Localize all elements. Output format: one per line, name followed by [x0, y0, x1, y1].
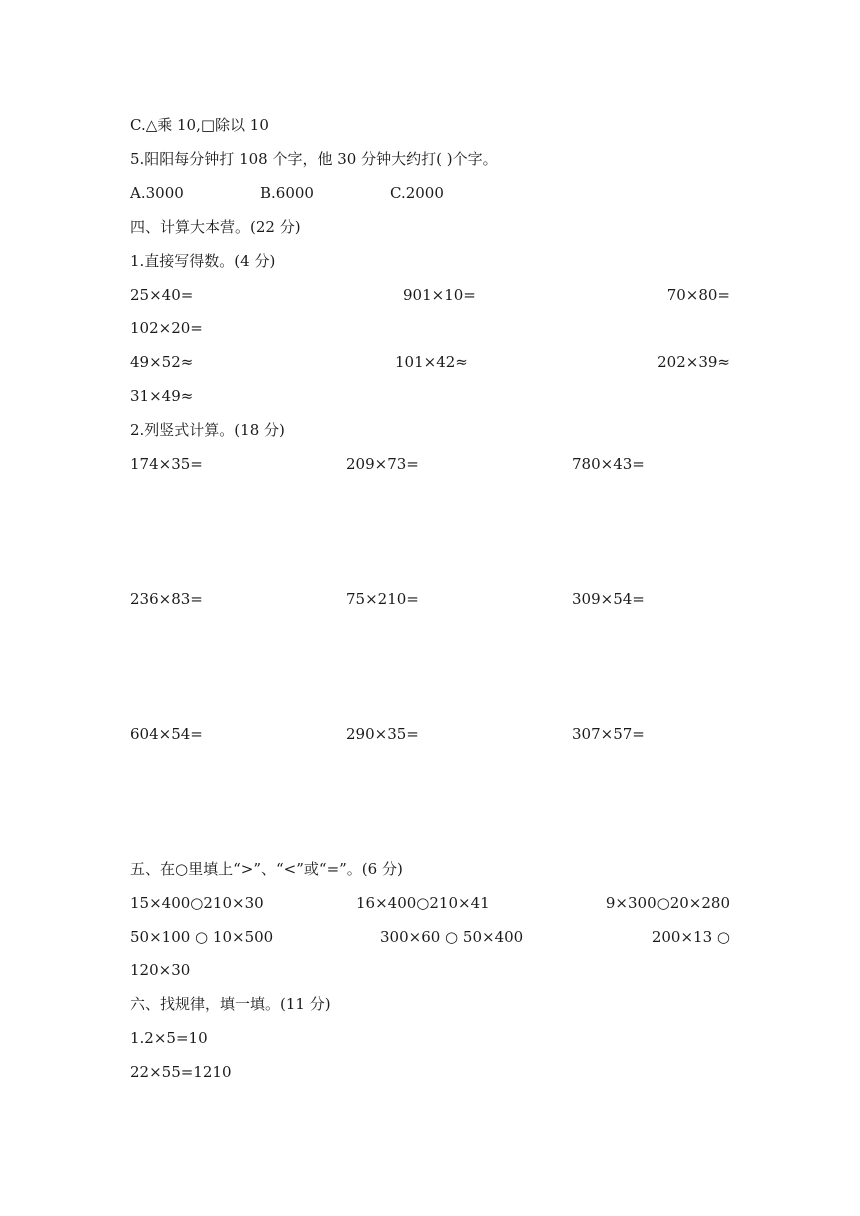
compare-item: 300×60 ○ 50×400: [380, 928, 524, 946]
section4-title: 四、计算大本营。(22 分): [130, 218, 301, 236]
estimate-item: 31×49≈: [130, 387, 194, 405]
section4-part2-title: 2.列竖式计算。(18 分): [130, 421, 285, 439]
q4-option-c: C.△乘 10,□除以 10: [130, 116, 269, 134]
oral-calc-item: 70×80=: [666, 286, 730, 304]
vertical-calc-item: 209×73=: [346, 455, 419, 473]
q5-option-b: B.6000: [260, 184, 314, 202]
q5-option-a: A.3000: [130, 184, 184, 202]
section4-part1-title: 1.直接写得数。(4 分): [130, 252, 276, 270]
compare-item: 15×400○210×30: [130, 894, 264, 912]
vertical-calc-item: 307×57=: [572, 725, 645, 743]
pattern-line: 22×55=1210: [130, 1063, 232, 1081]
q5-option-c: C.2000: [390, 184, 444, 202]
estimate-item: 202×39≈: [657, 353, 730, 371]
pattern-line: 1.2×5=10: [130, 1029, 208, 1047]
vertical-calc-item: 309×54=: [572, 590, 645, 608]
oral-calc-item: 901×10=: [403, 286, 476, 304]
section5-title: 五、在○里填上“>”、“<”或“=”。(6 分): [130, 860, 403, 878]
estimate-item: 101×42≈: [395, 353, 468, 371]
oral-calc-item: 25×40=: [130, 286, 194, 304]
compare-item: 9×300○20×280: [605, 894, 730, 912]
compare-item: 50×100 ○ 10×500: [130, 928, 274, 946]
oral-calc-item: 102×20=: [130, 319, 203, 337]
vertical-calc-item: 174×35=: [130, 455, 203, 473]
q5-question: 5.阳阳每分钟打 108 个字，他 30 分钟大约打( )个字。: [130, 150, 498, 168]
vertical-calc-item: 290×35=: [346, 725, 419, 743]
compare-item: 200×13 ○: [651, 928, 730, 946]
vertical-calc-item: 236×83=: [130, 590, 203, 608]
compare-item: 16×400○210×41: [356, 894, 490, 912]
vertical-calc-item: 75×210=: [346, 590, 419, 608]
vertical-calc-item: 604×54=: [130, 725, 203, 743]
compare-item: 120×30: [130, 961, 191, 979]
section6-title: 六、找规律，填一填。(11 分): [130, 995, 331, 1013]
estimate-item: 49×52≈: [130, 353, 194, 371]
vertical-calc-item: 780×43=: [572, 455, 645, 473]
